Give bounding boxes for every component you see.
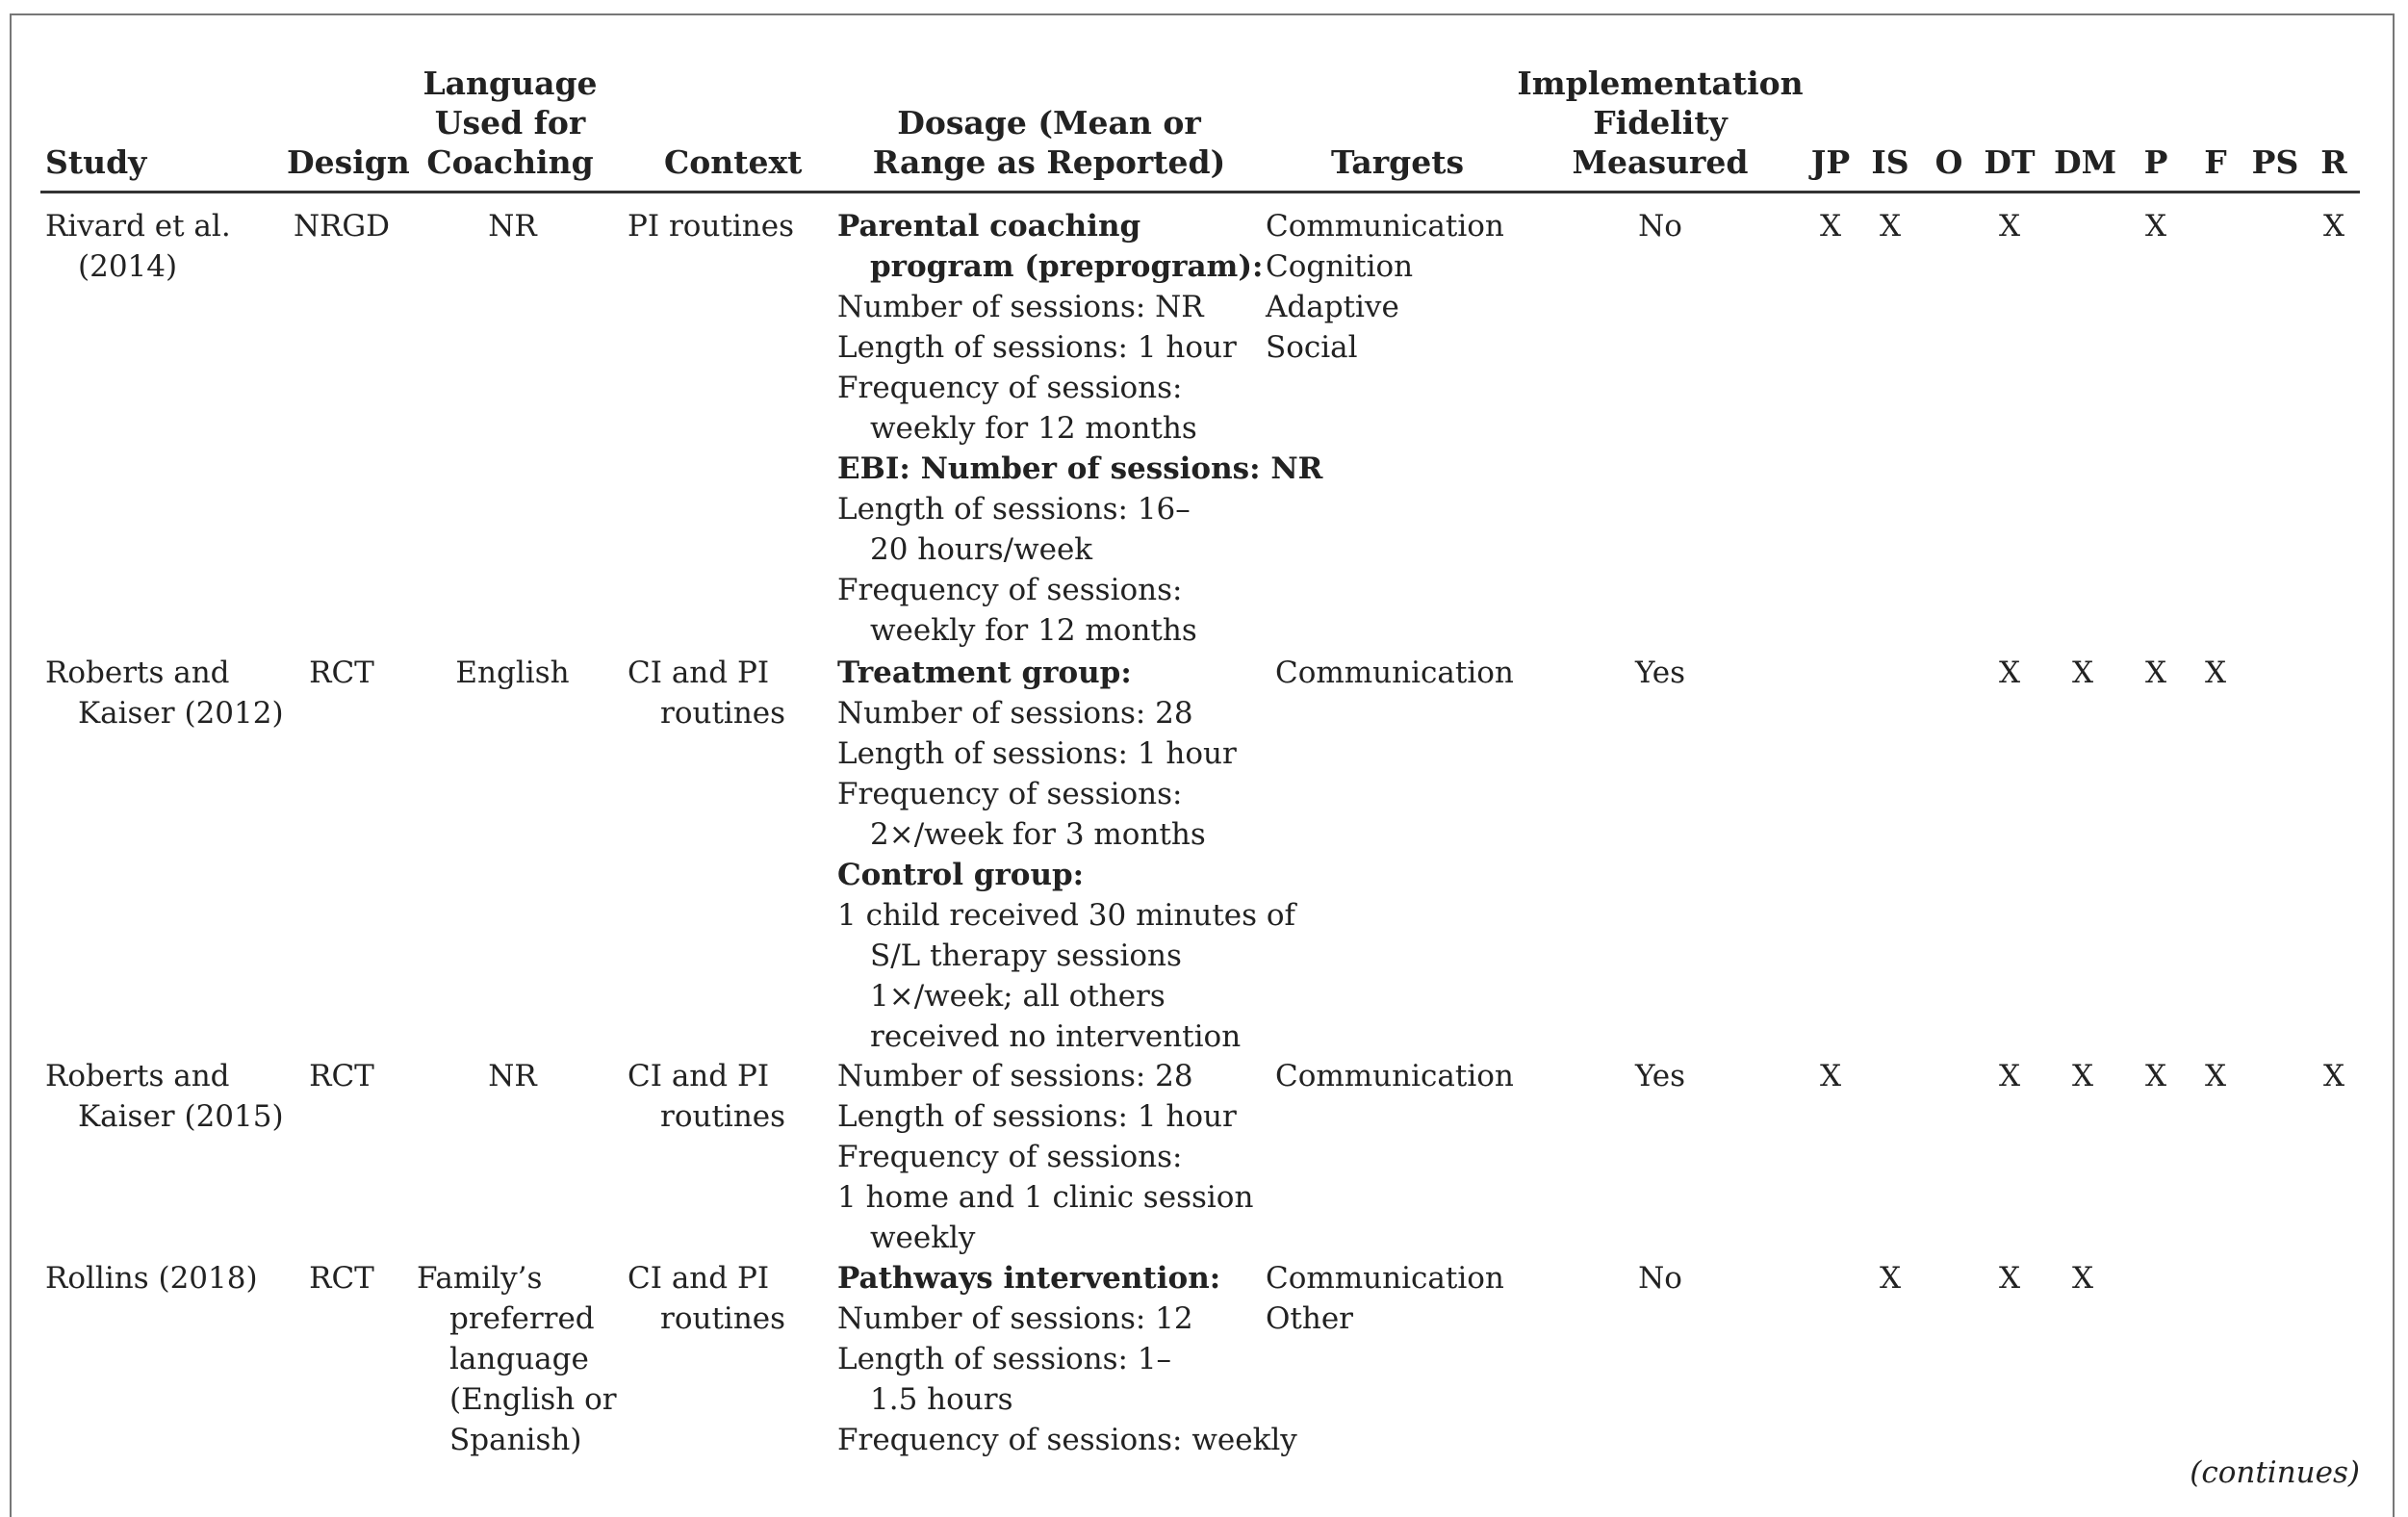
dosage-line: Frequency of sessions: bbox=[837, 1140, 1183, 1174]
dosage-line: Number of sessions: 28 bbox=[837, 1059, 1193, 1093]
dosage-line: Length of sessions: 16– bbox=[837, 492, 1191, 527]
context-cell: routines bbox=[660, 1301, 786, 1336]
language-cell: Family’s bbox=[417, 1261, 543, 1296]
target-cell: Communication bbox=[1266, 209, 1504, 244]
context-cell: routines bbox=[660, 696, 786, 731]
header-dosage: Dosage (Mean or Range as Reported) bbox=[872, 104, 1226, 181]
dosage-line: 1.5 hours bbox=[870, 1382, 1013, 1417]
dosage-line: Frequency of sessions: bbox=[837, 371, 1183, 405]
dosage-line: weekly bbox=[870, 1221, 976, 1255]
context-cell: PI routines bbox=[628, 209, 794, 244]
dosage-line: 1×/week; all others bbox=[870, 979, 1166, 1014]
context-cell: CI and PI bbox=[628, 1261, 770, 1296]
dosage-line: 1 home and 1 clinic session bbox=[837, 1180, 1254, 1215]
dosage-line: Frequency of sessions: bbox=[837, 777, 1183, 811]
mark-dm: X bbox=[2071, 656, 2094, 690]
language-cell: language bbox=[449, 1342, 589, 1376]
language-cell: NR bbox=[488, 1059, 537, 1093]
study-name: Roberts and bbox=[45, 656, 230, 690]
study-name: Kaiser (2015) bbox=[78, 1099, 284, 1134]
header-flag-p: P bbox=[2143, 143, 2168, 181]
header-flag-dm: DM bbox=[2054, 143, 2117, 181]
mark-f: X bbox=[2204, 656, 2227, 690]
study-name: Rollins (2018) bbox=[45, 1261, 258, 1296]
target-cell: Communication bbox=[1266, 1261, 1504, 1296]
target-cell: Communication bbox=[1275, 656, 1514, 690]
dosage-line: Control group: bbox=[837, 858, 1085, 892]
study-name: Roberts and bbox=[45, 1059, 230, 1093]
dosage-line: 2×/week for 3 months bbox=[870, 817, 1206, 852]
mark-is: X bbox=[1879, 209, 1902, 244]
dosage-line: Number of sessions: NR bbox=[837, 290, 1204, 324]
header-study: Study bbox=[45, 143, 147, 181]
header-flag-o: O bbox=[1934, 143, 1963, 181]
context-cell: CI and PI bbox=[628, 656, 770, 690]
header-flag-jp: JP bbox=[1810, 143, 1851, 181]
header-design: Design bbox=[287, 143, 410, 181]
language-cell: (English or bbox=[449, 1382, 617, 1417]
header-rule bbox=[40, 191, 2360, 193]
mark-is: X bbox=[1879, 1261, 1902, 1296]
mark-dm: X bbox=[2071, 1059, 2094, 1093]
dosage-line: Frequency of sessions: bbox=[837, 573, 1183, 607]
dosage-line: weekly for 12 months bbox=[870, 411, 1197, 446]
context-cell: routines bbox=[660, 1099, 786, 1134]
dosage-bold-label: EBI: bbox=[837, 451, 910, 486]
dosage-line: weekly for 12 months bbox=[870, 613, 1197, 648]
dosage-line: Parental coaching bbox=[837, 209, 1141, 244]
mark-p: X bbox=[2144, 1059, 2167, 1093]
mark-jp: X bbox=[1819, 209, 1842, 244]
mark-p: X bbox=[2144, 656, 2167, 690]
mark-r: X bbox=[2322, 1059, 2345, 1093]
header-flag-ps: PS bbox=[2251, 143, 2299, 181]
study-name: Rivard et al. bbox=[45, 209, 231, 244]
mark-dm: X bbox=[2071, 1261, 2094, 1296]
design-cell: RCT bbox=[309, 1059, 374, 1093]
header-flag-dt: DT bbox=[1984, 143, 2036, 181]
target-cell: Cognition bbox=[1266, 249, 1414, 284]
dosage-line: Length of sessions: 1– bbox=[837, 1342, 1172, 1376]
study-name: (2014) bbox=[78, 249, 178, 284]
dosage-line bbox=[837, 449, 1322, 489]
mark-dt: X bbox=[1998, 1261, 2021, 1296]
language-cell: English bbox=[455, 656, 570, 690]
header-flag-r: R bbox=[2320, 143, 2347, 181]
mark-f: X bbox=[2204, 1059, 2227, 1093]
dosage-line: Length of sessions: 1 hour bbox=[837, 1099, 1237, 1134]
dosage-line: program (preprogram): bbox=[870, 249, 1264, 284]
dosage-line: Treatment group: bbox=[837, 656, 1132, 690]
dosage-line: Number of sessions: 28 bbox=[837, 696, 1193, 731]
dosage-line: Length of sessions: 1 hour bbox=[837, 330, 1237, 365]
language-cell: NR bbox=[488, 209, 537, 244]
dosage-line: S/L therapy sessions bbox=[870, 938, 1182, 973]
dosage-line: Pathways intervention: bbox=[837, 1261, 1221, 1296]
mark-dt: X bbox=[1998, 656, 2021, 690]
target-cell: Adaptive bbox=[1266, 290, 1399, 324]
fidelity-cell: No bbox=[1638, 1261, 1682, 1296]
fidelity-cell: Yes bbox=[1634, 656, 1686, 690]
header-language: Language Used for Coaching bbox=[423, 64, 598, 181]
mark-jp: X bbox=[1819, 1059, 1842, 1093]
header-flag-is: IS bbox=[1871, 143, 1909, 181]
header-fidelity: Implementation Fidelity Measured bbox=[1517, 64, 1804, 181]
context-cell: CI and PI bbox=[628, 1059, 770, 1093]
header-targets: Targets bbox=[1331, 143, 1465, 181]
dosage-line: received no intervention bbox=[870, 1019, 1242, 1054]
dosage-line: Frequency of sessions: weekly bbox=[837, 1423, 1297, 1457]
target-cell: Other bbox=[1266, 1301, 1354, 1336]
language-cell: preferred bbox=[449, 1301, 595, 1336]
target-cell: Social bbox=[1266, 330, 1358, 365]
mark-r: X bbox=[2322, 209, 2345, 244]
fidelity-cell: No bbox=[1638, 209, 1682, 244]
design-cell: RCT bbox=[309, 656, 374, 690]
dosage-text: Number of sessions: NR bbox=[909, 451, 1323, 486]
continues-note: (continues) bbox=[2190, 1455, 2360, 1490]
dosage-line: Length of sessions: 1 hour bbox=[837, 736, 1237, 771]
mark-p: X bbox=[2144, 209, 2167, 244]
mark-dt: X bbox=[1998, 209, 2021, 244]
language-cell: Spanish) bbox=[449, 1423, 582, 1457]
dosage-line: Number of sessions: 12 bbox=[837, 1301, 1193, 1336]
header-flag-f: F bbox=[2204, 143, 2227, 181]
study-name: Kaiser (2012) bbox=[78, 696, 284, 731]
dosage-line: 20 hours/week bbox=[870, 532, 1093, 567]
header-context: Context bbox=[664, 143, 803, 181]
dosage-line: 1 child received 30 minutes of bbox=[837, 898, 1296, 933]
fidelity-cell: Yes bbox=[1634, 1059, 1686, 1093]
design-cell: RCT bbox=[309, 1261, 374, 1296]
design-cell: NRGD bbox=[293, 209, 391, 244]
mark-dt: X bbox=[1998, 1059, 2021, 1093]
target-cell: Communication bbox=[1275, 1059, 1514, 1093]
